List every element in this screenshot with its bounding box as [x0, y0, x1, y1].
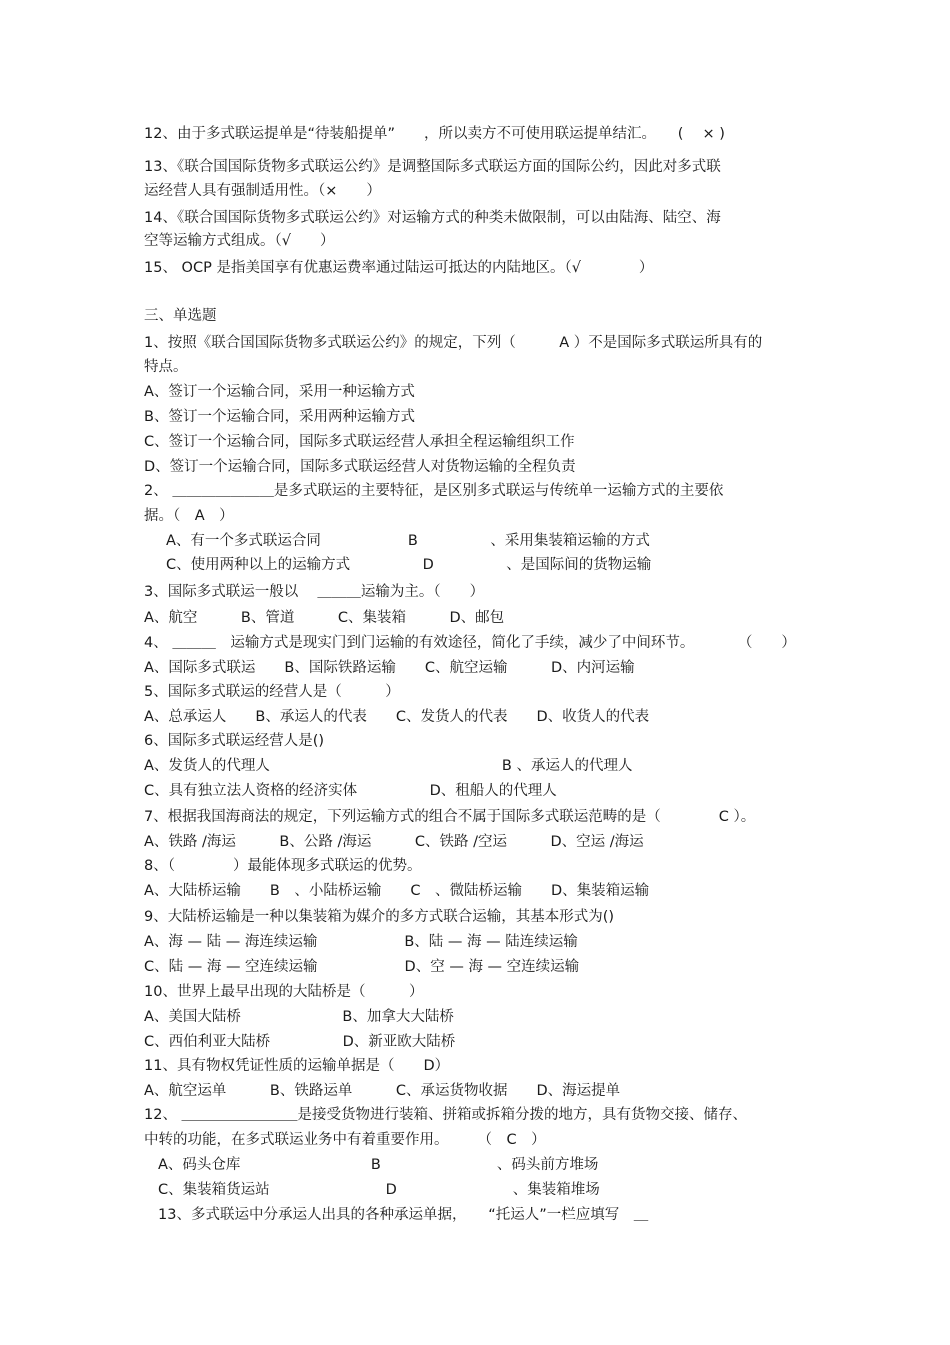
mc-question-3: 3、国际多式联运一般以 ＿＿＿运输为主。（ ）: [144, 584, 485, 600]
tf-question-13-line2: 运经营人具有强制适用性。（× ）: [144, 183, 381, 199]
mc-question-8-options: A、大陆桥运输 B 、小陆桥运输 C 、微陆桥运输 D、集装箱运输: [144, 883, 650, 899]
mc-question-1-option-c: C、签订一个运输合同，国际多式联运经营人承担全程运输组织工作: [144, 434, 575, 450]
tf-question-12: 12、由于多式联运提单是“待装船提单” ，所以卖方不可使用联运提单结汇。 ( × ): [144, 126, 725, 142]
mc-question-6-options-cd: C、具有独立法人资格的经济实体 D、租船人的代理人: [144, 783, 557, 799]
mc-question-12-line1: 12、 ＿＿＿＿＿＿＿＿是接受货物进行装箱、拼箱或拆箱分拨的地方，具有货物交接、储存、: [144, 1107, 748, 1123]
mc-question-2-line2: 据。（ A ）: [144, 508, 234, 524]
tf-question-14-line1: 14、《联合国国际货物多式联运公约》对运输方式的种类未做限制，可以由陆海、陆空、海: [144, 210, 721, 226]
mc-question-12-options-cd: C、集装箱货运站 D 、集装箱堆场: [158, 1182, 600, 1198]
tf-question-15: 15、 OCP 是指美国享有优惠运费率通过陆运可抵达的内陆地区。（√ ）: [144, 260, 654, 276]
mc-question-6-options-ab: A、发货人的代理人 B 、承运人的代理人: [144, 758, 633, 774]
mc-question-9-options-cd: C、陆 — 海 — 空连续运输 D、空 — 海 — 空连续运输: [144, 959, 580, 975]
mc-question-4: 4、 ＿＿＿ 运输方式是现实门到门运输的有效途径，简化了手续，减少了中间环节。 （ ）: [144, 635, 796, 651]
mc-question-2-options-cd: C、使用两种以上的运输方式 D 、是国际间的货物运输: [166, 557, 652, 573]
mc-question-10: 10、世界上最早出现的大陆桥是（ ）: [144, 984, 424, 1000]
mc-question-2-line1: 2、 ＿＿＿＿＿＿＿是多式联运的主要特征，是区别多式联运与传统单一运输方式的主要依: [144, 483, 724, 499]
mc-question-1-option-b: B、签订一个运输合同，采用两种运输方式: [144, 409, 415, 425]
mc-question-7-options: A、铁路 /海运 B、公路 /海运 C、铁路 /空运 D、空运 /海运: [144, 834, 644, 850]
tf-question-13-line1: 13、《联合国国际货物多式联运公约》是调整国际多式联运方面的国际公约，因此对多式联: [144, 159, 721, 175]
mc-question-7: 7、根据我国海商法的规定，下列运输方式的组合不属于国际多式联运范畴的是（ C ）。: [144, 809, 756, 825]
mc-question-12-line2: 中转的功能，在多式联运业务中有着重要作用。 （ C ）: [144, 1132, 546, 1148]
section-heading: 三、单选题: [144, 308, 217, 324]
mc-question-12-options-ab: A、码头仓库 B 、码头前方堆场: [158, 1157, 599, 1173]
mc-question-6: 6、国际多式联运经营人是(): [144, 733, 325, 749]
mc-question-3-options: A、航空 B、管道 C、集装箱 D、邮包: [144, 610, 505, 626]
mc-question-8: 8、（ ）最能体现多式联运的优势。: [144, 858, 422, 874]
tf-question-14-line2: 空等运输方式组成。（√ ）: [144, 233, 335, 249]
mc-question-5-options: A、总承运人 B、承运人的代表 C、发货人的代表 D、收货人的代表: [144, 709, 650, 725]
mc-question-13: 13、多式联运中分承运人出具的各种承运单据， “托运人”一栏应填写 ＿: [158, 1207, 649, 1223]
mc-question-1-option-d: D、签订一个运输合同，国际多式联运经营人对货物运输的全程负责: [144, 459, 576, 475]
mc-question-10-options-cd: C、西伯利亚大陆桥 D、新亚欧大陆桥: [144, 1034, 456, 1050]
mc-question-1-line2: 特点。: [144, 359, 188, 375]
mc-question-9-options-ab: A、海 — 陆 — 海连续运输 B、陆 — 海 — 陆连续运输: [144, 934, 578, 950]
mc-question-2-options-ab: A、有一个多式联运合同 B 、采用集装箱运输的方式: [166, 533, 650, 549]
mc-question-5: 5、国际多式联运的经营人是（ ）: [144, 684, 400, 700]
mc-question-1-line1: 1、按照《联合国国际货物多式联运公约》的规定，下列（ A ）不是国际多式联运所具有的: [144, 335, 763, 351]
mc-question-11: 11、具有物权凭证性质的运输单据是（ D）: [144, 1058, 450, 1074]
mc-question-1-option-a: A、签订一个运输合同，采用一种运输方式: [144, 384, 415, 400]
mc-question-11-options: A、航空运单 B、铁路运单 C、承运货物收据 D、海运提单: [144, 1083, 621, 1099]
mc-question-9: 9、大陆桥运输是一种以集装箱为媒介的多方式联合运输，其基本形式为(): [144, 909, 615, 925]
mc-question-4-options: A、国际多式联运 B、国际铁路运输 C、航空运输 D、内河运输: [144, 660, 635, 676]
mc-question-10-options-ab: A、美国大陆桥 B、加拿大大陆桥: [144, 1009, 454, 1025]
